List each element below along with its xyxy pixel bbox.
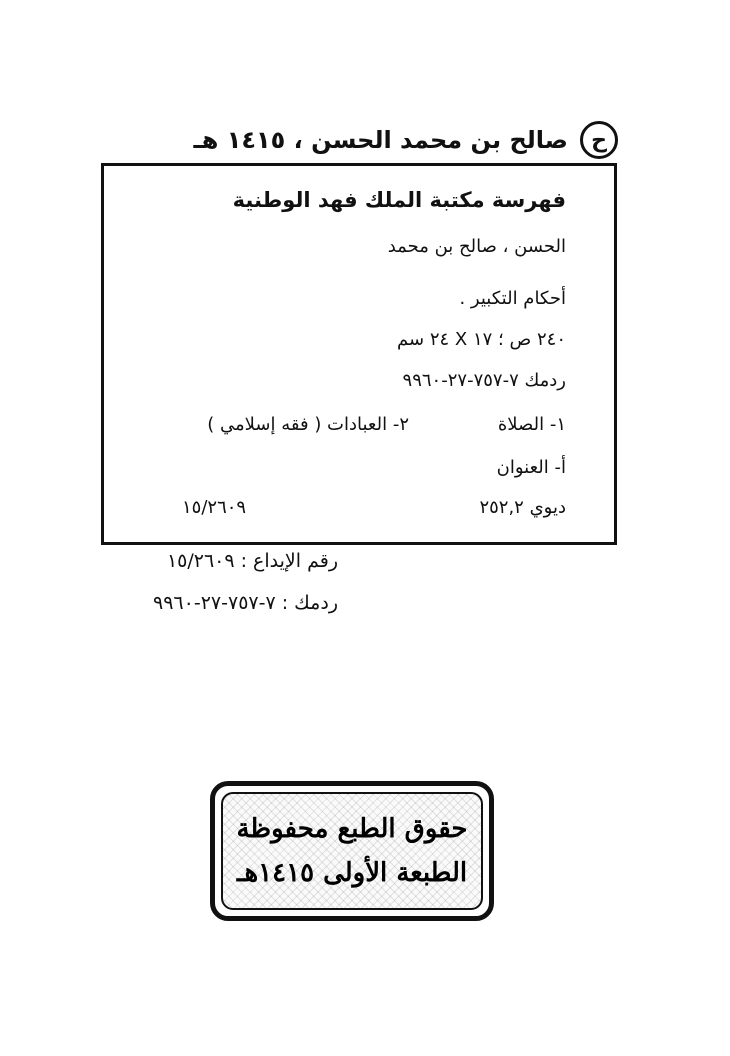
author-copyright-line: صالح بن محمد الحسن ، ١٤١٥ هـ <box>193 126 568 154</box>
catalog-physical-description: ٢٤٠ ص ؛ ١٧ X ٢٤ سم <box>397 329 566 350</box>
catalog-subject-2: ٢- العبادات ( فقه إسلامي ) <box>207 414 409 435</box>
catalog-author: الحسن ، صالح بن محمد <box>387 236 566 257</box>
copyright-circle-mark: ح <box>580 121 618 159</box>
author-header <box>98 118 618 162</box>
catalog-isbn: ردمك ٧-٧٥٧-٢٧-٩٩٦٠ <box>402 370 566 391</box>
copyright-notice-panel <box>221 792 483 910</box>
deposit-isbn: ردمك : ٧-٧٥٧-٢٧-٩٩٦٠ <box>153 592 338 614</box>
first-edition-line: الطبعة الأولى ١٤١٥هـ <box>236 858 468 888</box>
rights-reserved-line: حقوق الطبع محفوظة <box>236 814 468 844</box>
catalog-book-title: أحكام التكبير . <box>459 288 566 309</box>
catalog-record-box <box>101 163 617 545</box>
catalog-subject-1: ١- الصلاة <box>497 414 566 435</box>
catalog-title: فهرسة مكتبة الملك فهد الوطنية <box>232 188 566 212</box>
catalog-dewey: ديوي ٢٥٢,٢ <box>479 497 566 518</box>
copyright-notice-frame <box>210 781 494 921</box>
deposit-number: رقم الإيداع : ١٥/٢٦٠٩ <box>166 550 338 572</box>
catalog-accession-number: ١٥/٢٦٠٩ <box>182 497 247 518</box>
catalog-title-entry: أ- العنوان <box>496 457 566 478</box>
